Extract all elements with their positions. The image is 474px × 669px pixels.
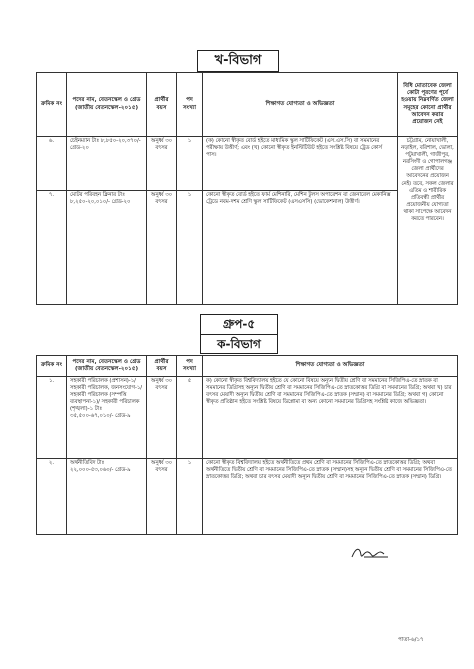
section-title-kha <box>197 50 279 72</box>
table-header-row <box>37 356 458 377</box>
cell-post: অর্থনীতিবিদ টাঃ ২২,০০০-৫৩,০৬০/- গ্রেড-৯ <box>67 459 147 535</box>
cell-age: অনুর্ধ্ব ৩০ বৎসর <box>147 459 177 535</box>
cell-age: অনুর্ধ্ব ৩০ বৎসর <box>147 191 177 305</box>
header-qualification: শিক্ষাগত যোগ্যতা ও অভিজ্ঞতা <box>203 73 398 137</box>
header-post: পদের নাম, বেতনস্কেল ও গ্রেড (জাতীয় বেতনস্কেল-২০১৫) <box>67 356 147 377</box>
cell-qualification: (ক) কোনো স্বীকৃত বোর্ড হইতে মাধ্যমিক স্কুল সার্টিফিকেট (এস.এস.সি) বা সমমানের পরীক্ষায় উত্তীর্ণ; এবং (খ) কোনো স্বীকৃত ইনস্টিটিউট হইতে সংশ্লিষ্ট বিষয়ে ট্রেড কোর্স পাস। <box>203 137 398 191</box>
header-age: প্রার্থীর বয়স <box>147 356 177 377</box>
cell-serial: ১. <box>37 377 67 459</box>
table-header-row <box>37 73 458 137</box>
cell-age: অনুর্ধ্ব ৩০ বৎসর <box>147 137 177 191</box>
table-ka-vibhag <box>36 355 458 535</box>
cell-qualification: কোনো স্বীকৃত বোর্ড হইতে ফার্ম মেশিনারি, মেশিন টুলস অপারেশন বা জেনারেল মেকানিক্স ট্রেডে নবম-দশম শ্রেণি স্কুল সার্টিফিকেট (এসএসসি) (ভোকেশনাল) উত্তীর্ণ। <box>203 191 398 305</box>
signature-mark <box>350 545 390 561</box>
cell-serial: ৭. <box>37 191 67 305</box>
header-quota: বিধি মোতাবেক জেলা কোটা পূরণের পূর্বে হওয়ায় নিম্নবর্ণিত জেলা সমূহের কোনো প্রার্থীর আবেদন করার প্রয়োজন নেই <box>398 73 458 137</box>
cell-post: সহকারী পরিচালক (প্রশাসন)-১/ সহকারী পরিচালক, জনসংযোগ-১/ সহকারী পরিচালক (সম্পত্তি ব্যবস্থাপনা-১)/ সহকারী পরিচালক (শৃঙ্খলা)-১ টাঃ ৩৫,৫০০-৬৭,০১০/- গ্রেড-৯ <box>67 377 147 459</box>
section-title-group5 <box>200 314 278 354</box>
group-subtitle: ক-বিভাগ <box>201 334 277 354</box>
cell-post: চেইনম্যান টাঃ ৮,৮৫০-২০,৩৭০/- গ্রেড-২০ <box>67 137 147 191</box>
cell-qualification: ক) কোনো স্বীকৃত বিশ্ববিদ্যালয় হইতে যে কোনো বিষয়ে অন্যূন দ্বিতীয় শ্রেণি বা সমমানের সিজিপিএ-তে স্নাতক বা সমমানের ডিগ্রিসহ অন্যূন দ্বিতীয় শ্রেণি বা সমমানের সিজিপিএ-তে স্নাতকোত্তর ডিগ্রি বা সমমানের ডিগ্রি; অথবা খ) চার বৎসর মেয়াদী অন্যূন দ্বিতীয় শ্রেণি বা সমমানের সিজিপিএ-তে স্নাতক (সম্মান) বা সমমানের ডিগ্রি; অথবা গ) কোনো স্বীকৃত প্রতিষ্ঠান হইতে সংশ্লিষ্ট বিষয়ে ডিপ্লোমা বা অন্য কোনো সমমানের ডিগ্রিসহ সংশ্লিষ্ট কাজে অভিজ্ঞতা। <box>203 377 458 459</box>
header-posts: পদ সংখ্যা <box>177 356 203 377</box>
cell-post: মোটর পরিবহন ক্লিনার টাঃ ৮,২৫০-২০,০১০/- গ্রেড-২০ <box>67 191 147 305</box>
header-qualification: শিক্ষাগত যোগ্যতা ও অভিজ্ঞতা <box>203 356 458 377</box>
page-number: পাতা-৬/১৭ <box>398 637 424 643</box>
cell-qualification: কোনো স্বীকৃত বিশ্ববিদ্যালয় হইতে অর্থনীতিতে প্রথম শ্রেণি বা সমমানের সিজিপিএ-তে স্নাতকোত্তর ডিগ্রি; অথবা অর্থনীতিতে দ্বিতীয় শ্রেণি বা সমমানের সিজিপিএ-তে স্নাতক (সম্মান)সহ অন্যূন দ্বিতীয় শ্রেণি বা সমমানের সিজিপিএ-তে স্নাতকোত্তর ডিগ্রি; অথবা চার বৎসর মেয়াদী অন্যূন দ্বিতীয় শ্রেণি বা সমমানের সিজিপিএ-তে স্নাতক (সম্মান) ডিগ্রি। <box>203 459 458 535</box>
cell-age: অনুর্ধ্ব ৩০ বৎসর <box>147 377 177 459</box>
table-row <box>37 137 458 191</box>
table-row <box>37 459 458 535</box>
cell-posts: ৫ <box>177 377 203 459</box>
cell-posts: ১ <box>177 137 203 191</box>
header-serial: ক্রমিক নং <box>37 73 67 137</box>
header-serial: ক্রমিক নং <box>37 356 67 377</box>
table-row <box>37 377 458 459</box>
table-kha-vibhag <box>36 72 458 305</box>
group-label: গ্রুপ-৫ <box>222 317 256 331</box>
header-post: পদের নাম, বেতনস্কেল ও গ্রেড (জাতীয় বেতনস্কেল-২০১৫) <box>67 73 147 137</box>
header-age: প্রার্থীর বয়স <box>147 73 177 137</box>
header-posts: পদ সংখ্যা <box>177 73 203 137</box>
cell-posts: ১ <box>177 191 203 305</box>
cell-quota-note: চট্টগ্রাম, নোয়াখালী, নড়াইল, বরিশাল, ভোলা, পটুয়াখালী, গাজীপুর, নরসিংদী ও গোপালগঞ্জ জেলা প্রার্থীদের আবেদনের প্রয়োজন নেই। তবে, সকল জেলার এতিম ও শারীরিক প্রতিবন্ধী প্রার্থীর প্রয়োজনীয় যোগ্যতা থাকা সাপেক্ষে আবেদন করতে পারবেন। <box>398 137 458 305</box>
cell-serial: ৬. <box>37 137 67 191</box>
table-row <box>37 191 458 305</box>
cell-serial: ২. <box>37 459 67 535</box>
section-kha-label: খ-বিভাগ <box>214 53 262 68</box>
cell-posts: ১ <box>177 459 203 535</box>
